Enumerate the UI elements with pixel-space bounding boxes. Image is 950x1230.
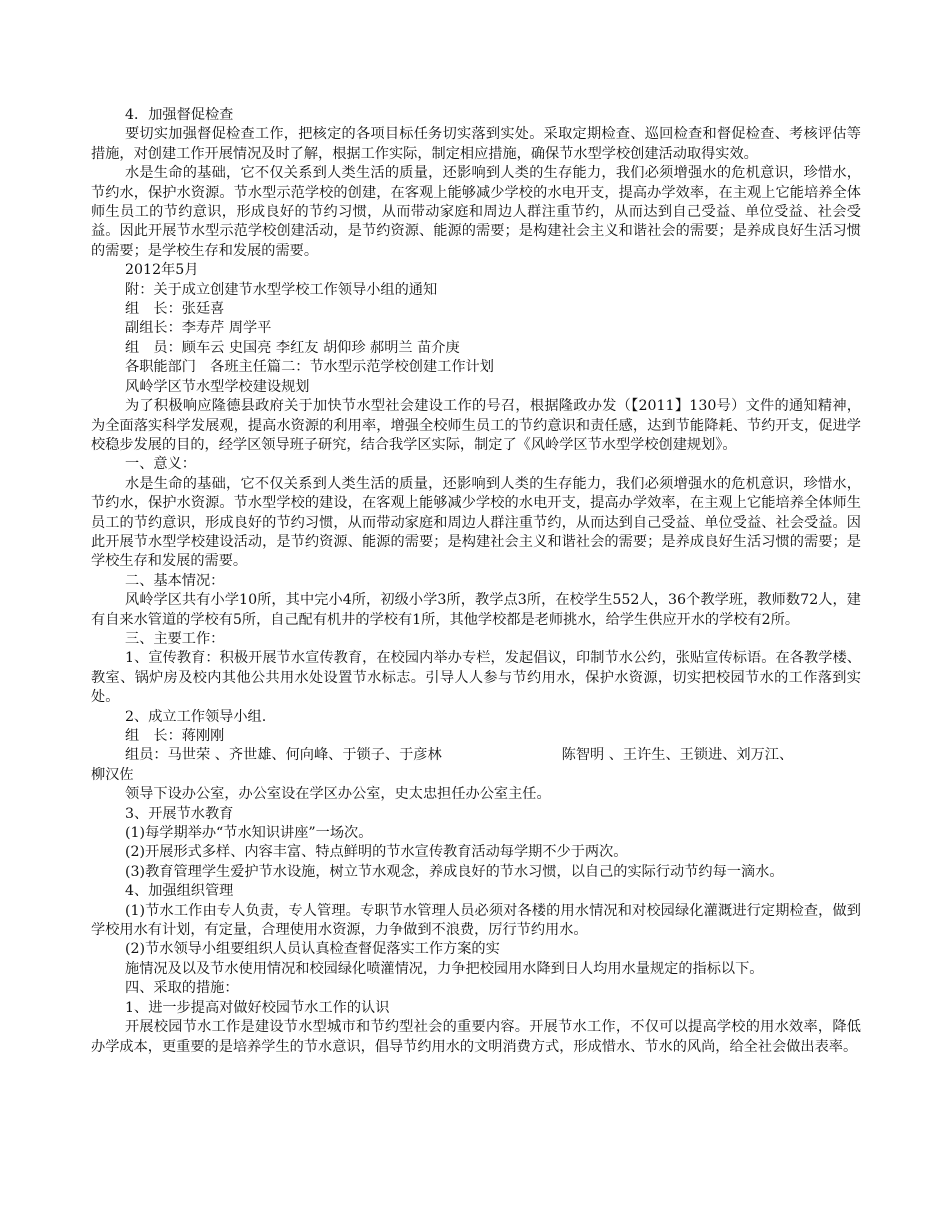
members-right: 陈智明 、王许生、王锁进、刘万江、 xyxy=(561,747,794,764)
paragraph: 组 长：张廷喜 xyxy=(125,301,225,318)
members-wrap: 柳汉佐 xyxy=(91,766,134,783)
paragraph: 二、基本情况： xyxy=(125,572,225,589)
members-left: 组员：马世荣 、齐世雄、何向峰、于锁子、于彦林 xyxy=(125,747,442,764)
paragraph: 一、意义： xyxy=(125,456,196,473)
paragraph: 组 长：蒋刚刚 xyxy=(125,728,225,744)
members-row xyxy=(91,746,861,765)
paragraph: 施情况及以及节水使用情况和校园绿化喷灌情况，力争把校园用水降到日人均用水量规定的指标以下。 xyxy=(125,960,764,977)
document-section-1 xyxy=(91,106,861,746)
paragraph: 4．加强督促检查 xyxy=(125,107,234,123)
paragraph: 2、成立工作领导小组. xyxy=(125,708,267,725)
paragraph: 3、开展节水教育 xyxy=(125,805,234,822)
paragraph: 1、宣传教育：积极开展节水宣传教育，在校园内举办专栏，发起倡议，印制节水公约，张贴宣传标语。在各教学楼、教室、锅炉房及校内其他公共用水处设置节水标志。引导人人参与节约用水，保护水资源，切实把校园节水的工作落到实处。 xyxy=(91,650,861,706)
paragraph: 开展校园节水工作是建设节水型城市和节约型社会的重要内容。开展节水工作，不仅可以提高学校的用水效率，降低办学成本，更重要的是培养学生的节水意识，倡导节约用水的文明消费方式，形成惜水、节水的风尚，给全社会做出表率。 xyxy=(91,1019,861,1055)
paragraph: 4、加强组织管理 xyxy=(125,883,234,900)
paragraph: 各职能部门 各班主任篇二：节水型示范学校创建工作计划 xyxy=(125,359,494,376)
paragraph: 附：关于成立创建节水型学校工作领导小组的通知 xyxy=(125,281,438,298)
paragraph: 风岭学区节水型学校建设规划 xyxy=(125,378,310,395)
paragraph: (2)节水领导小组要组织人员认真检查督促落实工作方案的实 xyxy=(125,941,500,958)
paragraph: 水是生命的基础，它不仅关系到人类生活的质量，还影响到人类的生存能力，我们必须增强水的危机意识，珍惜水，节约水，保护水资源。节水型学校的建设，在客观上能够减少学校的水电开支，提高办学效率，在主观上它能培养全体师生员工的节约意识，形成良好的节约习惯，从而带动家庭和周边人群注重节约，从而达到自己受益、单位受益、社会受益。因此开展节水型学校建设活动，是节约资源、能源的需要；是构建社会主义和谐社会的需要；是养成良好生活习惯的需要；是学校生存和发展的需要。 xyxy=(91,475,861,570)
document-body xyxy=(91,106,861,1057)
paragraph: 组 员：顾车云 史国亮 李红友 胡仰珍 郝明兰 苗介庚 xyxy=(125,339,460,356)
paragraph: (1)每学期举办“节水知识讲座”一场次。 xyxy=(125,825,373,842)
paragraph: 水是生命的基础，它不仅关系到人类生活的质量，还影响到人类的生存能力，我们必须增强水的危机意识，珍惜水，节约水，保护水资源。节水型示范学校的创建，在客观上能够减少学校的水电开支，提高办学效率，在主观上它能培养全体师生员工的节约意识，形成良好的节约习惯，从而带动家庭和周边人群注重节约，从而达到自己受益、单位受益、社会受益。因此开展节水型示范学校创建活动，是节约资源、能源的需要；是构建社会主义和谐社会的需要；是养成良好生活习惯的需要；是学校生存和发展的需要。 xyxy=(91,165,861,259)
paragraph: 副组长：李寿芹 周学平 xyxy=(125,320,272,337)
paragraph: (3)教育管理学生爱护节水设施，树立节水观念，养成良好的节水习惯，以自己的实际行动节约每一滴水。 xyxy=(125,863,784,880)
document-section-2 xyxy=(91,785,861,1057)
paragraph: (2)开展形式多样、内容丰富、特点鲜明的节水宣传教育活动每学期不少于两次。 xyxy=(125,844,628,861)
paragraph: 风岭学区共有小学10所，其中完小4所，初级小学3所，教学点3所，在校学生552人，36个教学班，教师数72人，建有自来水管道的学校有5所，自己配有机井的学校有1所，其他学校都是老师挑水，给学生供应开水的学校有2所。 xyxy=(91,592,861,628)
paragraph: 要切实加强督促检查工作，把核定的各项目标任务切实落到实处。采取定期检查、巡回检查和督促检查、考核评估等措施，对创建工作开展情况及时了解，根据工作实际，制定相应措施，确保节水型学校创建活动取得实效。 xyxy=(91,126,861,162)
paragraph: 领导下设办公室，办公室设在学区办公室，史太忠担任办公室主任。 xyxy=(125,786,551,803)
paragraph: 2012年5月 xyxy=(125,262,199,279)
paragraph: 四、采取的措施： xyxy=(125,980,239,997)
paragraph: 为了积极响应隆德县政府关于加快节水型社会建设工作的号召，根据隆政办发（【2011】130号）文件的通知精神，为全面落实科学发展观，提高水资源的利用率，增强全校师生员工的节约意识和责任感，达到节能降耗、节约开支，促进学校稳步发展的目的，经学区领导班子研究，结合我学区实际，制定了《风岭学区节水型学校创建规划》。 xyxy=(91,398,861,453)
paragraph: 三、主要工作： xyxy=(125,630,225,647)
paragraph: (1)节水工作由专人负责，专人管理。专职节水管理人员必须对各楼的用水情况和对校园绿化灌溉进行定期检查，做到学校用水有计划，有定量，合理使用水资源，力争做到不浪费，厉行节约用水。 xyxy=(91,902,861,939)
paragraph: 1、进一步提高对做好校园节水工作的认识 xyxy=(125,999,390,1016)
